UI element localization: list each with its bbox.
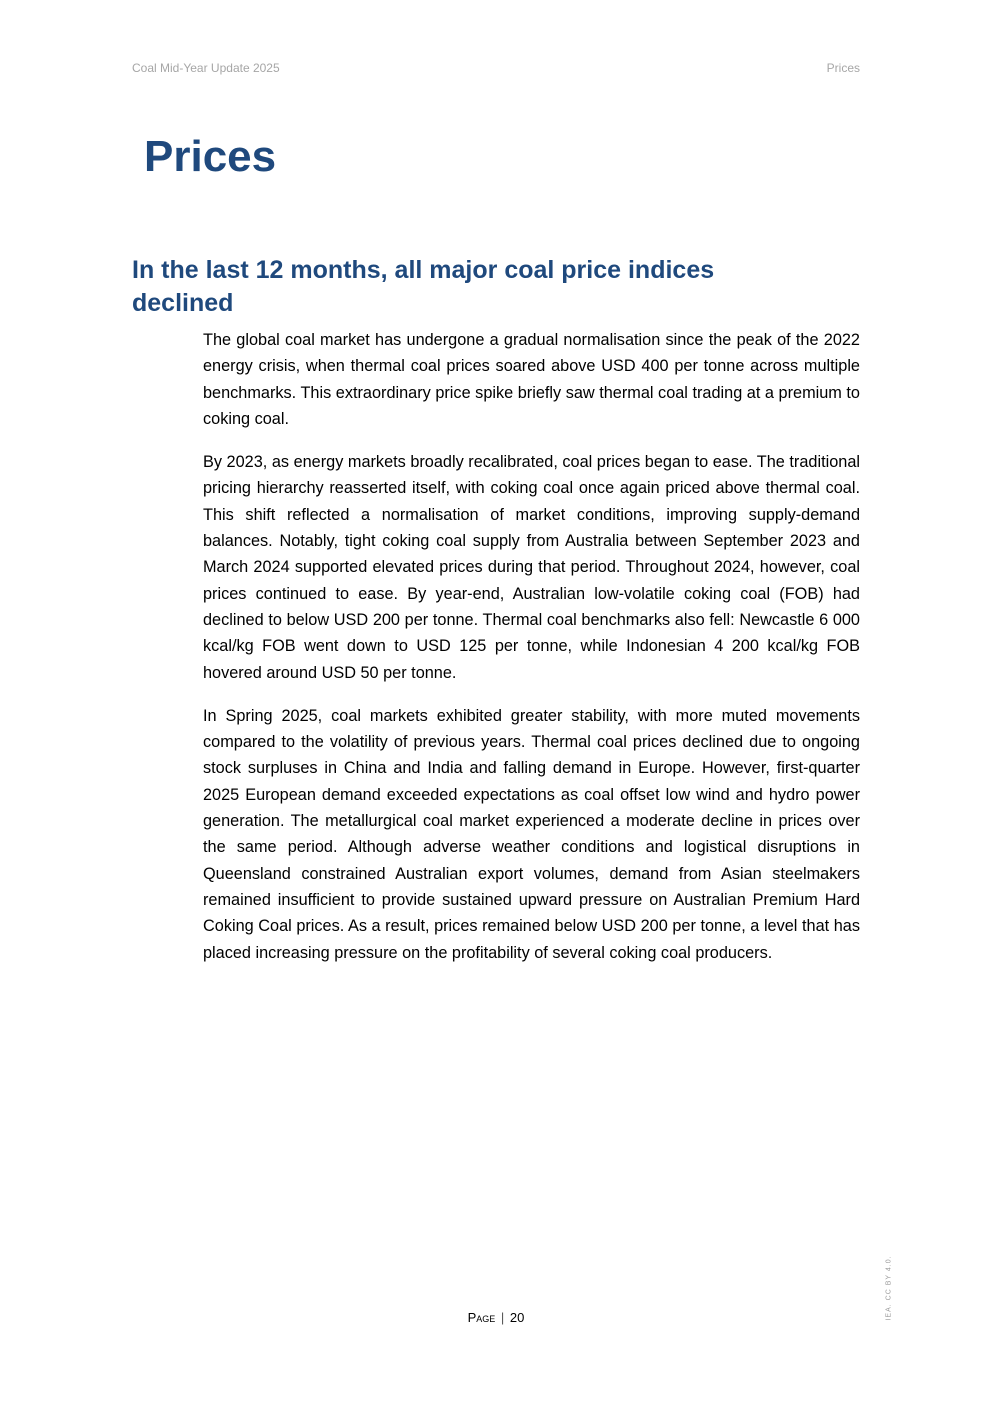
page-footer	[0, 1310, 992, 1325]
header-section-name: Prices	[826, 61, 860, 75]
license-notice: IEA. CC BY 4.0.	[885, 1255, 893, 1321]
page-number: 20	[509, 1310, 525, 1325]
body-text	[203, 327, 860, 983]
paragraph: By 2023, as energy markets broadly recalibrated, coal prices began to ease. The traditional pricing hierarchy reasserted itself, with coking coal once again priced above thermal coal. This shift reflected a normalisation of market conditions, improving supply-demand balances. Notably, tight coking coal supply from Australia between September 2023 and March 2024 supported elevated prices during that period. Throughout 2024, however, coal prices continued to ease. By year-end, Australian low-volatile coking coal (FOB) had declined to below USD 200 per tonne. Thermal coal benchmarks also fell: Newcastle 6 000 kcal/kg FOB went down to USD 125 per tonne, while Indonesian 4 200 kcal/kg FOB hovered around USD 50 per tonne.	[203, 453, 860, 682]
section-heading: In the last 12 months, all major coal price indices declined	[132, 256, 715, 317]
page-label: Page	[467, 1310, 496, 1325]
paragraph: The global coal market has undergone a gradual normalisation since the peak of the 2022 energy crisis, when thermal coal prices soared above USD 400 per tonne across multiple benchmarks. This extraordinary price spike briefly saw thermal coal trading at a premium to coking coal.	[203, 331, 860, 428]
page-separator: |	[500, 1310, 505, 1325]
chapter-title: Prices	[144, 132, 277, 181]
document-title: Coal Mid-Year Update 2025	[132, 61, 280, 75]
running-header	[132, 61, 860, 77]
paragraph: In Spring 2025, coal markets exhibited greater stability, with more muted movements compared to the volatility of previous years. Thermal coal prices declined due to ongoing stock surpluses in China and India and falling demand in Europe. However, first-quarter 2025 European demand exceeded expectations as coal offset low wind and hydro power generation. The metallurgical coal market experienced a moderate decline in prices over the same period. Although adverse weather conditions and logistical disruptions in Queensland constrained Australian export volumes, demand from Asian steelmakers remained insufficient to provide sustained upward pressure on Australian Premium Hard Coking Coal prices. As a result, prices remained below USD 200 per tonne, a level that has placed increasing pressure on the profitability of several coking coal producers.	[203, 706, 860, 962]
